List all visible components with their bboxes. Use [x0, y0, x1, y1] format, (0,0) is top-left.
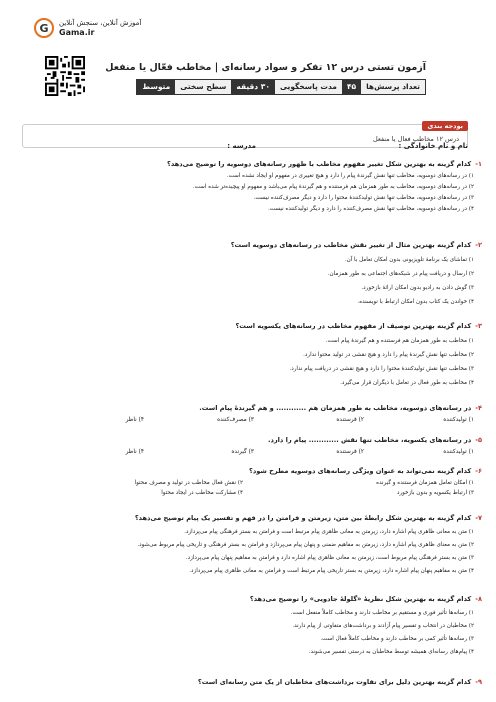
question-text: ۱-کدام گزینه به بهترین شکل تغییر مفهوم مخاطب با ظهور رسانه‌های دوسویه را توضیح می‌دهد؟: [167, 160, 482, 168]
option[interactable]: ۳) گوش دادن به رادیو بدون امکان ارائهٔ بازخورد.: [361, 285, 474, 291]
info-duration-label: مدت پاسخگویی: [275, 80, 342, 94]
option-row: [12, 490, 482, 496]
question-number: ۲-: [475, 241, 482, 249]
option[interactable]: ۱) در رسانه‌های دوسویه، مخاطب تنها نقش گیرندهٔ پیام را دارد و هیچ تغییری در مفهوم او ایجاد نشده است.: [226, 173, 474, 179]
brand-text: [59, 19, 141, 37]
question-5: [12, 435, 482, 455]
info-duration-value: ۳۰ دقیقه: [231, 80, 275, 94]
option[interactable]: ۴) در رسانه‌های دوسویه، مخاطب تنها نقش مصرف‌کننده را دارد و دیگر تولیدکننده نیست.: [268, 206, 474, 212]
option[interactable]: ۳) متن به بستر فرهنگی پیام مربوط است، زیرمتن به معانی ظاهری پیام اشاره دارد و فرامتن به مفاهیم پنهان پیام می‌پردازد.: [185, 555, 474, 561]
option[interactable]: ۳) گیرنده: [231, 449, 254, 455]
info-questions-value: ۴۵: [342, 80, 361, 94]
question-number: ۱-: [475, 160, 482, 168]
option[interactable]: ۳) در رسانه‌های دوسویه، مخاطب تنها نقش تولیدکنندهٔ محتوا را دارد و دیگر مصرف‌کننده نیست.: [253, 195, 474, 201]
option[interactable]: ۴) مخاطب به طور فعال در تعامل با دیگران قرار می‌گیرد.: [340, 380, 474, 386]
option[interactable]: ۴) متن به مفاهیم پنهان پیام اشاره دارد، زیرمتن به بستر تاریخی پیام مرتبط است و فرامتن به معانی ظاهری پیام می‌پردازد.: [189, 568, 474, 574]
question-7: [12, 513, 482, 575]
info-difficulty-label: سطح سختی: [175, 80, 231, 94]
option[interactable]: ۳) مصرف‌کننده: [217, 417, 254, 423]
question-number: ۵-: [475, 436, 482, 444]
question-4: [12, 403, 482, 423]
option[interactable]: ۲) مخاطب تنها نقش گیرندهٔ پیام را دارد و هیچ نقشی در تولید محتوا ندارد.: [303, 352, 474, 358]
inline-options: [12, 449, 482, 455]
question-number: ۷-: [475, 514, 482, 522]
option[interactable]: ۳) مخاطب تنها نقش تولیدکنندهٔ محتوا را دارد و هیچ نقشی در دریافت پیام ندارد.: [289, 366, 474, 372]
question-3: [12, 321, 482, 387]
option[interactable]: ۱) تولیدکننده: [443, 417, 474, 423]
option[interactable]: ۲) فرستنده: [336, 417, 364, 423]
page-title: آزمون تستی درس ۱۲ تفکر و سواد رسانه‌ای | مخاطب فعّال یا منفعل: [105, 62, 426, 73]
question-6: [12, 466, 482, 496]
student-name-label: نام و نام خانوادگی :: [398, 142, 468, 150]
option[interactable]: ۲) نقش فعال مخاطب در تولید و مصرف محتوا: [134, 480, 243, 486]
question-8: [12, 594, 482, 656]
section-badge: بودجه بندی: [422, 121, 468, 131]
header: [0, 8, 496, 108]
question-9: [12, 677, 482, 687]
section-subtitle: درس ۱۲ مخاطب فعال یا منفعل: [372, 135, 459, 143]
brand[interactable]: [34, 18, 141, 38]
option[interactable]: ۴) ناظر: [125, 449, 144, 455]
question-text: ۸-کدام گزینه به بهترین شکل نظریهٔ «گلولهٔ جادویی» را توضیح می‌دهد؟: [249, 595, 482, 603]
option[interactable]: ۱) متن به معانی ظاهری پیام اشاره دارد، زیرمتن به معانی ظاهری پیام مرتبط است و فرامتن به بستر فرهنگی پیام می‌پردازد.: [184, 529, 474, 535]
question-number: ۸-: [475, 595, 482, 603]
qr-code-icon: [45, 56, 85, 96]
question-2: [12, 240, 482, 306]
option[interactable]: ۱) تولیدکننده: [443, 449, 474, 455]
school-label: مدرسه :: [227, 142, 256, 150]
question-number: ۶-: [475, 467, 482, 475]
option[interactable]: ۳) ارتباط یکسویه و بدون بازخورد: [396, 490, 474, 496]
exam-info-bar: [136, 79, 426, 95]
option[interactable]: ۲) در رسانه‌های دوسویه، مخاطب به طور همزمان هم فرستنده و هم گیرندهٔ پیام می‌باشد و مفهوم او پیچیده‌تر شده است.: [192, 184, 474, 190]
option[interactable]: ۱) رسانه‌ها تأثیر فوری و مستقیم بر مخاطب دارند و مخاطب کاملاً منفعل است.: [290, 610, 474, 616]
question-text: ۵-در رسانه‌های یکسویه، مخاطب تنها نقش ............ پیام را دارد.: [267, 436, 482, 444]
question-number: ۹-: [475, 678, 482, 686]
question-1: [12, 159, 482, 213]
option[interactable]: ۲) فرستنده: [336, 449, 364, 455]
brand-tagline: آموزش آنلاین، سنجش آنلاین: [59, 19, 142, 27]
question-number: ۴-: [475, 404, 482, 412]
option[interactable]: ۴) ناظر: [125, 417, 144, 423]
info-questions-label: تعداد پرسش‌ها: [361, 80, 425, 94]
gama-logo-icon: G: [34, 18, 54, 38]
option[interactable]: ۴) پیام‌های رسانه‌ای همیشه توسط مخاطبان به درستی تفسیر می‌شوند.: [308, 649, 474, 655]
question-text: ۹-کدام گزینه بهترین دلیل برای تفاوت برداشت‌های مخاطبان از یک متن رسانه‌ای است؟: [197, 678, 482, 686]
question-number: ۳-: [475, 322, 482, 330]
inline-options: [12, 417, 482, 423]
question-text: ۲-کدام گزینه بهترین مثال از تغییر نقش مخاطب در رسانه‌های دوسویه است؟: [230, 241, 482, 249]
question-text: ۴-در رسانه‌های دوسویه، مخاطب به طور همزمان هم ............ و هم گیرندهٔ پیام است.: [199, 404, 482, 412]
option[interactable]: ۲) متن به معنای ظاهری پیام اشاره دارد، زیرمتن به مفاهیم ضمنی و پنهان پیام می‌پردازد و فرامتن به بستر فرهنگی و تاریخی پیام مربوط می‌شود.: [137, 542, 474, 548]
option-row: [12, 480, 482, 486]
question-text: ۷-کدام گزینه به بهترین شکل رابطهٔ بین متن، زیرمتن و فرامتن را در فهم و تفسیر یک پیام توضیح می‌دهد؟: [134, 514, 482, 522]
option[interactable]: ۱) مخاطب به طور همزمان هم فرستنده و هم گیرندهٔ پیام است.: [325, 338, 474, 344]
option[interactable]: ۲) مخاطبان در انتخاب و تفسیر پیام آزادند و برداشت‌های متفاوتی از پیام دارند.: [292, 623, 474, 629]
question-text: ۳-کدام گزینه بهترین توصیف از مفهوم مخاطب در رسانه‌های یکسویه است؟: [235, 322, 482, 330]
info-difficulty-value: متوسط: [137, 80, 175, 94]
brand-site: Gama.ir: [59, 28, 95, 37]
option[interactable]: ۱) امکان تعامل همزمان فرستنده و گیرنده: [376, 480, 474, 486]
option[interactable]: ۲) ارسال و دریافت پیام در شبکه‌های اجتماعی به طور همزمان.: [327, 271, 474, 277]
option[interactable]: ۴) مشارکت مخاطب در ایجاد محتوا: [161, 490, 243, 496]
option[interactable]: ۱) تماشای یک برنامهٔ تلویزیونی بدون امکان تعامل با آن.: [344, 257, 474, 263]
option[interactable]: ۴) خواندن یک کتاب بدون امکان ارتباط با نویسنده.: [357, 299, 474, 305]
option[interactable]: ۳) رسانه‌ها تأثیر کمی بر مخاطب دارند و مخاطب کاملاً فعال است.: [320, 636, 474, 642]
question-text: ۶-کدام گزینه نمی‌تواند به عنوان ویژگی رسانه‌های دوسویه مطرح شود؟: [249, 467, 482, 475]
